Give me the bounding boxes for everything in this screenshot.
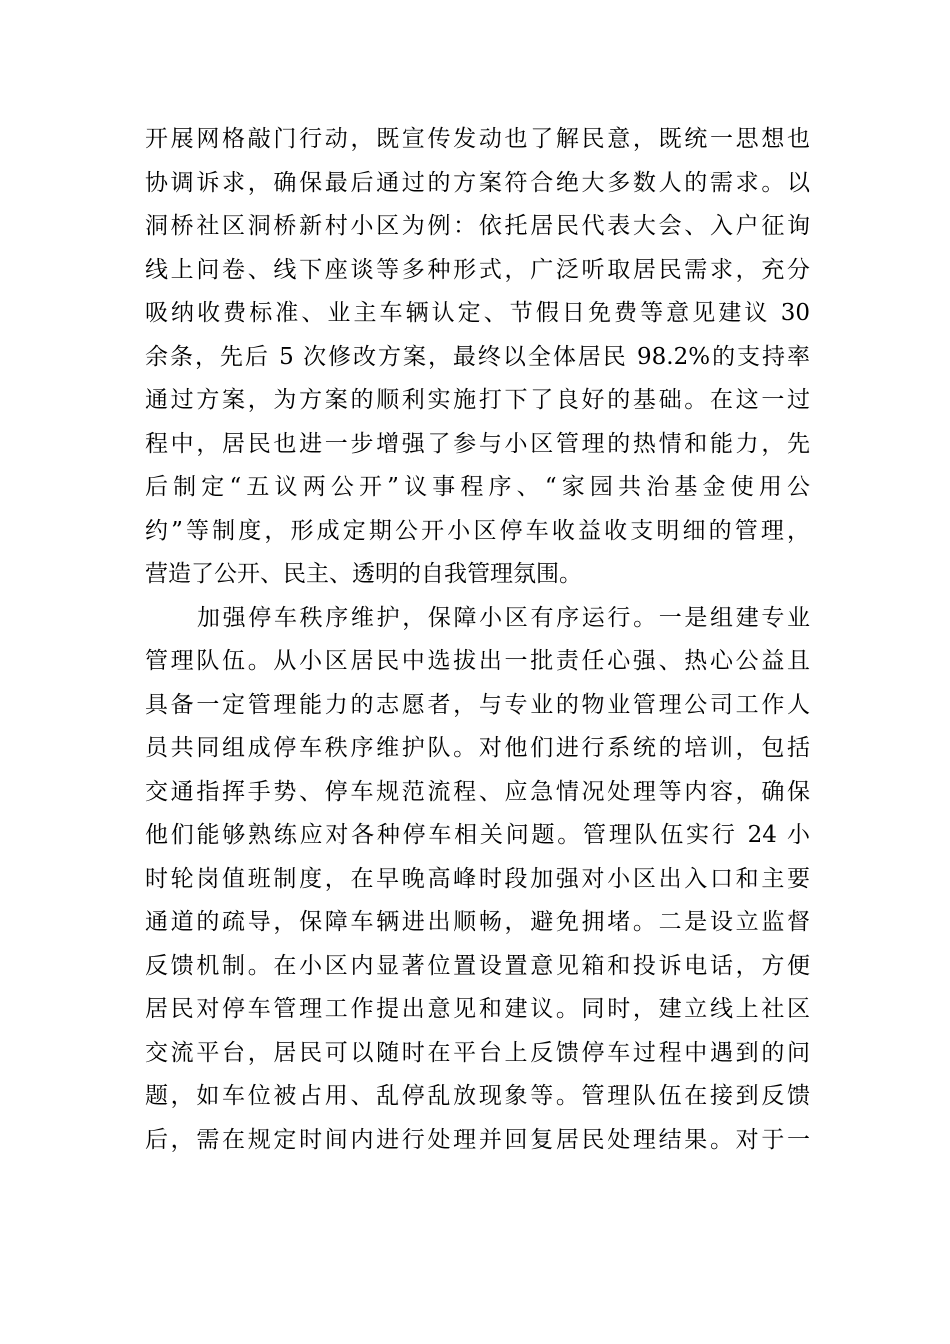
text-line: 他们能够熟练应对各种停车相关问题。管理队伍实行 24 小 (145, 822, 810, 848)
text-line: 后制定“五议两公开”议事程序、“家园共治基金使用公 (145, 474, 810, 500)
text-line: 营造了公开、民主、透明的自我管理氛围。 (145, 561, 582, 587)
text-line: 交通指挥手势、停车规范流程、应急情况处理等内容，确保 (145, 778, 810, 805)
text-line: 管理队伍。从小区居民中选拔出一批责任心强、热心公益且 (145, 648, 810, 674)
text-line: 后，需在规定时间内进行处理并回复居民处理结果。对于一 (145, 1126, 810, 1153)
text-line: 洞桥社区洞桥新村小区为例：依托居民代表大会、入户征询 (145, 213, 810, 239)
text-line: 程中，居民也进一步增强了参与小区管理的热情和能力，先 (145, 430, 810, 457)
text-line: 余条，先后 5 次修改方案，最终以全体居民 98.2%的支持率 (145, 343, 810, 370)
text-line: 通过方案，为方案的顺利实施打下了良好的基础。在这一过 (145, 387, 810, 413)
document-page (145, 118, 810, 1162)
text-line: 约”等制度，形成定期公开小区停车收益收支明细的管理， (145, 517, 810, 544)
text-line: 时轮岗值班制度，在早晚高峰时段加强对小区出入口和主要 (145, 865, 810, 892)
paragraph-first-line: 加强停车秩序维护，保障小区有序运行。一是组建专业 (197, 604, 810, 631)
text-line: 反馈机制。在小区内显著位置设置意见箱和投诉电话，方便 (145, 952, 810, 979)
text-line: 协调诉求，确保最后通过的方案符合绝大多数人的需求。以 (145, 169, 810, 196)
text-line: 员共同组成停车秩序维护队。对他们进行系统的培训，包括 (145, 735, 810, 761)
text-line: 居民对停车管理工作提出意见和建议。同时，建立线上社区 (145, 996, 810, 1022)
text-line: 吸纳收费标准、业主车辆认定、节假日免费等意见建议 30 (145, 300, 810, 326)
text-line: 交流平台，居民可以随时在平台上反馈停车过程中遇到的问 (145, 1039, 810, 1066)
text-line: 线上问卷、线下座谈等多种形式，广泛听取居民需求，充分 (145, 256, 810, 283)
text-line: 题，如车位被占用、乱停乱放现象等。管理队伍在接到反馈 (145, 1083, 810, 1109)
text-line: 具备一定管理能力的志愿者，与专业的物业管理公司工作人 (145, 691, 810, 718)
text-line: 通道的疏导，保障车辆进出顺畅，避免拥堵。二是设立监督 (145, 909, 810, 935)
text-line: 开展网格敲门行动，既宣传发动也了解民意，既统一思想也 (145, 126, 810, 152)
